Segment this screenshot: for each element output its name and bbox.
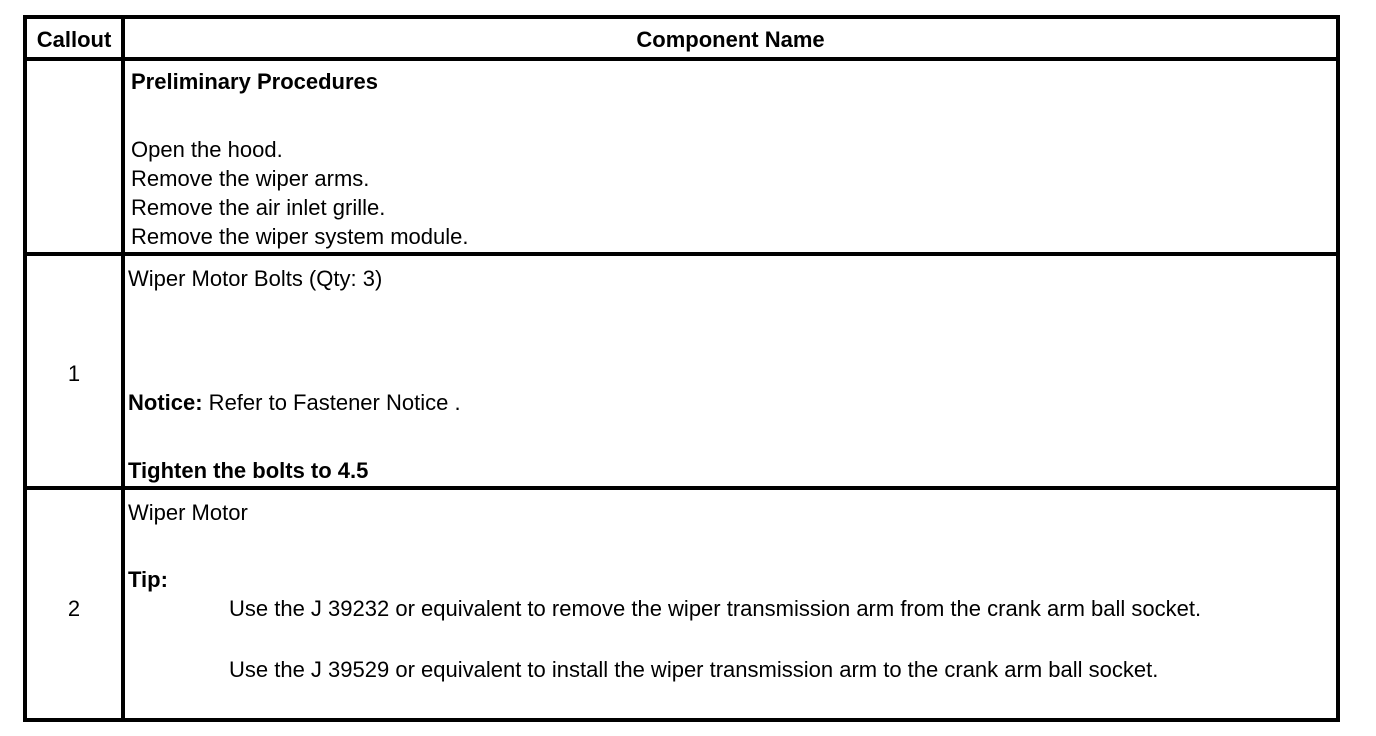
component-table [23, 15, 1340, 722]
tip-label: Tip: [128, 567, 168, 592]
torque-spec: Tighten the bolts to 4.5 [128, 458, 369, 483]
component-title: Wiper Motor Bolts (Qty: 3) [128, 266, 383, 291]
component-title: Wiper Motor [128, 500, 248, 525]
preliminary-title: Preliminary Procedures [131, 69, 379, 94]
callout-number: 2 [67, 596, 81, 621]
step-text: Remove the wiper arms. [131, 166, 370, 191]
column-divider [121, 19, 125, 718]
header-callout: Callout [36, 27, 112, 52]
header-row-divider [27, 57, 1336, 61]
step-text: Remove the air inlet grille. [131, 195, 386, 220]
step-text: Open the hood. [131, 137, 283, 162]
tip-text: Use the J 39232 or equivalent to remove the wiper transmission arm from the crank arm ball socket. [229, 596, 1202, 621]
row-divider [27, 486, 1336, 490]
notice-label: Notice: [128, 390, 203, 415]
notice-line [128, 388, 461, 417]
notice-text: Refer to Fastener Notice . [202, 390, 461, 415]
tip-text: Use the J 39529 or equivalent to install the wiper transmission arm to the crank arm ball socket. [229, 657, 1159, 682]
step-text: Remove the wiper system module. [131, 224, 469, 249]
callout-number: 1 [67, 361, 81, 386]
row-divider [27, 252, 1336, 256]
header-component-name: Component Name [636, 27, 825, 52]
